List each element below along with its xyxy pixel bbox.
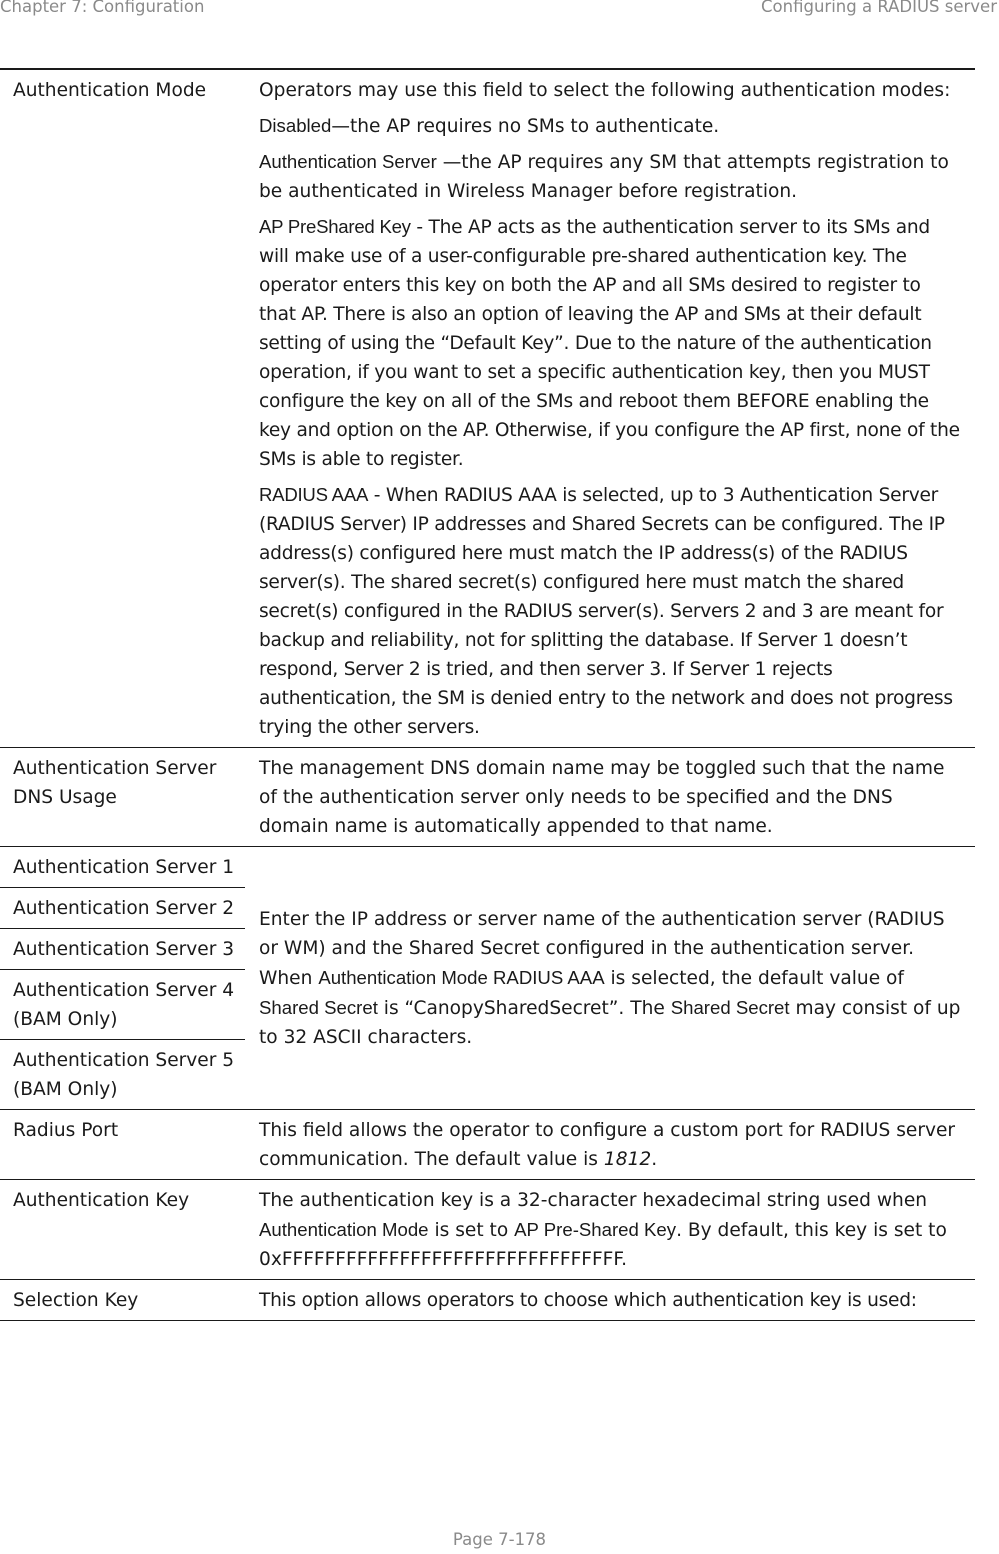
field-label-server-4: Authentication Server 4 (BAM Only) (0, 970, 245, 1040)
page-header (0, 0, 999, 21)
option-radius-aaa (259, 480, 963, 742)
field-description-radius-port (245, 1110, 975, 1180)
auth-key-text-2: is set to (428, 1220, 515, 1241)
term-authentication-mode-radius-aaa: Authentication Mode RADIUS AAA (318, 966, 605, 988)
table-row-authentication-mode (0, 69, 975, 748)
field-description-authentication-key (245, 1180, 975, 1280)
field-label-radius-port: Radius Port (0, 1110, 245, 1180)
term-authentication-mode: Authentication Mode (259, 1219, 429, 1240)
chapter-title: Chapter 7: Configuration (0, 0, 205, 16)
servers-text-3: is “CanopySharedSecret”. The (377, 997, 671, 1019)
field-label-server-1: Authentication Server 1 (0, 847, 245, 888)
page-number: Page 7-178 (452, 1530, 547, 1549)
page-footer (0, 1530, 999, 1549)
option-radius-aaa-text: - When RADIUS AAA is selected, up to 3 Authentication Server (RADIUS Server) IP addresses and Shared Secrets can be configured. The IP address(s) configured here must match the IP address(s) of the RADIUS server(s). The shared secret(s) configured here must match the shared secret(s) configured in the RADIUS server(s). Servers 2 and 3 are meant for backup and reliability, not for splitting the database. If Server 1 doesn’t respond, Server 2 is tried, and then server 3. If Server 1 rejects authentication, the SM is denied entry to the network and does not progress trying the other servers. (259, 485, 953, 738)
option-authentication-server (259, 147, 963, 206)
field-description-dns-usage: The management DNS domain name may be toggled such that the name of the authentication server only needs to be specified and the DNS domain name is automatically appended to that name. (245, 748, 975, 847)
option-ap-preshared-key (259, 212, 963, 474)
field-description-selection-key: This option allows operators to choose which authentication key is used: (245, 1280, 975, 1321)
option-disabled-text: —the AP requires no SMs to authenticate. (331, 116, 720, 137)
field-label-authentication-mode: Authentication Mode (0, 69, 245, 748)
term-shared-secret: Shared Secret (259, 996, 378, 1018)
term-authentication-server: Authentication Server (259, 151, 437, 172)
configuration-table (0, 68, 975, 1321)
servers-text-2: is selected, the default value of (604, 967, 904, 989)
term-radius-aaa: RADIUS AAA (259, 484, 369, 505)
option-disabled (259, 111, 963, 141)
field-label-dns-usage: Authentication Server DNS Usage (0, 748, 245, 847)
term-shared-secret-2: Shared Secret (670, 996, 790, 1018)
option-ap-preshared-key-text: - The AP acts as the authentication server to its SMs and will make use of a user-configurable pre-shared authentication key. The operator enters this key on both the AP and all SMs desired to register to that AP. There is also an option of leaving the AP and SMs at their default setting of using the “Default Key”. Due to the nature of the authentication operation, if you want to set a specific authentication key, then you MUST configure the key on all of the SMs and reboot them BEFORE enabling the key and option on the AP. Otherwise, if you configure the AP first, none of the SMs is able to register. (259, 217, 960, 470)
section-title: Configuring a RADIUS server (761, 0, 997, 16)
field-label-server-5: Authentication Server 5 (BAM Only) (0, 1040, 245, 1110)
radius-port-default-value: 1812 (603, 1149, 652, 1170)
field-label-server-2: Authentication Server 2 (0, 888, 245, 929)
field-description-servers (245, 847, 975, 1110)
auth-key-text-1: The authentication key is a 32-character hexadecimal string used when (259, 1190, 928, 1211)
field-label-authentication-key: Authentication Key (0, 1180, 245, 1280)
table-row-radius-port (0, 1110, 975, 1180)
radius-port-text-2: . (651, 1149, 658, 1170)
field-label-selection-key: Selection Key (0, 1280, 245, 1321)
term-ap-preshared-key: AP PreShared Key (259, 216, 411, 237)
option-authentication-server-text: —the AP requires any SM that attempts registration to be authenticated in Wireless Manager before registration. (259, 152, 949, 202)
servers-text-1: Enter the IP address or server name of the authentication server (RADIUS or WM) and the Shared Secret configured in the authentication server. When (259, 908, 945, 989)
servers-text-4: may consist of up to 32 ASCII characters. (259, 997, 961, 1048)
table-row-dns-usage (0, 748, 975, 847)
field-description-authentication-mode (245, 69, 975, 748)
auth-key-text-3: . By default, this key is set to 0xFFFFFFFFFFFFFFFFFFFFFFFFFFFFFFFF. (259, 1220, 947, 1270)
table-row-selection-key (0, 1280, 975, 1321)
intro-paragraph: Operators may use this field to select the following authentication modes: (259, 80, 951, 101)
term-disabled: Disabled (259, 115, 332, 136)
field-label-server-3: Authentication Server 3 (0, 929, 245, 970)
term-ap-pre-shared-key: AP Pre-Shared Key (514, 1219, 677, 1240)
table-row-authentication-key (0, 1180, 975, 1280)
table-row-server-1 (0, 847, 975, 888)
radius-port-text-1: This field allows the operator to configure a custom port for RADIUS server communication. The default value is (259, 1120, 956, 1170)
